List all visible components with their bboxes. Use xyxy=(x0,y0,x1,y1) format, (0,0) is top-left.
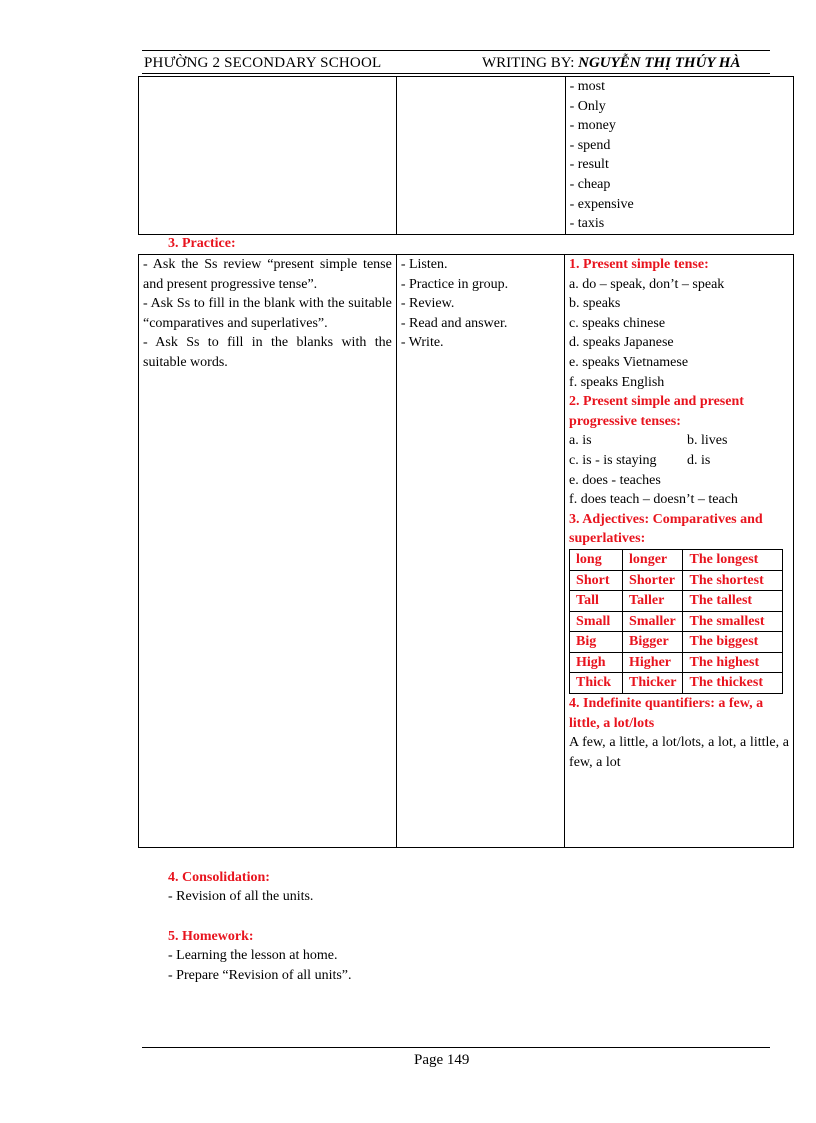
answer-line: a. is xyxy=(569,433,592,449)
teacher-step: - Ask Ss to fill in the blanks with the suitable words. xyxy=(143,335,392,370)
answer-line: f. does teach – doesn’t – teach xyxy=(569,492,738,508)
writer-label: WRITING BY: xyxy=(482,55,575,71)
vocab-item: - Only xyxy=(569,98,606,114)
table-row: Tall Taller The tallest xyxy=(570,591,783,612)
answer-line: e. speaks Vietnamese xyxy=(569,354,689,370)
student-step: - Write. xyxy=(400,335,444,351)
vocab-item: - cheap xyxy=(569,176,611,192)
vocab-item: - money xyxy=(569,118,616,134)
teacher-step: - Ask Ss to fill in the blank with the suitable “comparatives and superlatives”. xyxy=(143,296,392,331)
homework-item: - Prepare “Revision of all units”. xyxy=(168,968,352,983)
page-number: Page 149 xyxy=(414,1052,470,1068)
top-content-cell xyxy=(565,77,793,235)
vocab-item: - spend xyxy=(569,137,611,153)
student-step: - Listen. xyxy=(400,257,448,272)
answer-line: f. speaks English xyxy=(569,374,665,390)
vocab-item: - expensive xyxy=(569,196,634,212)
table-row: long longer The longest xyxy=(570,549,783,570)
section-title: 4. Indefinite quantifiers: a few, a little, a lot/lots xyxy=(569,696,764,731)
writer-name: NGUYỄN THỊ THÚY HÀ xyxy=(578,55,741,71)
consolidation-text: - Revision of all the units. xyxy=(168,889,314,904)
vocab-item: - most xyxy=(569,79,605,94)
student-activities xyxy=(396,255,564,848)
section-title: 3. Adjectives: Comparatives and superlatives: xyxy=(569,511,763,547)
practice-table xyxy=(138,254,794,848)
answer-line: d. speaks Japanese xyxy=(569,335,674,351)
section-title: 2. Present simple and present progressive tenses: xyxy=(569,394,744,429)
author xyxy=(482,55,740,72)
section-title: 1. Present simple tense: xyxy=(569,257,709,272)
answer-line: c. is - is staying xyxy=(569,452,657,468)
practice-heading: 3. Practice: xyxy=(168,236,236,251)
top-table xyxy=(138,76,794,235)
table-row: Big Bigger The biggest xyxy=(570,632,783,653)
vocab-item: - taxis xyxy=(569,216,605,232)
answer-line: c. speaks chinese xyxy=(569,315,666,331)
homework-heading: 5. Homework: xyxy=(168,929,254,944)
table-row: Small Smaller The smallest xyxy=(570,611,783,632)
homework-item: - Learning the lesson at home. xyxy=(168,948,338,963)
top-teacher-cell xyxy=(139,77,397,235)
footer-divider xyxy=(142,1047,770,1048)
table-row: Thick Thicker The thickest xyxy=(570,673,783,694)
answer-line: a. do – speak, don’t – speak xyxy=(569,276,725,292)
table-row: High Higher The highest xyxy=(570,652,783,673)
answer-line: e. does - teaches xyxy=(569,472,661,488)
page-header xyxy=(142,50,770,74)
vocab-item: - result xyxy=(569,157,609,173)
school-name: PHƯỜNG 2 SECONDARY SCHOOL xyxy=(144,55,382,71)
answer-content xyxy=(565,255,794,848)
student-step: - Review. xyxy=(400,296,455,312)
table-row: Short Shorter The shortest xyxy=(570,570,783,591)
answer-line: A few, a little, a lot/lots, a lot, a little, a few, a lot xyxy=(569,735,789,770)
answer-pair xyxy=(569,431,789,451)
student-step: - Read and answer. xyxy=(400,315,508,331)
answer-pair xyxy=(569,451,789,471)
student-step: - Practice in group. xyxy=(400,276,509,292)
answer-line: d. is xyxy=(687,452,711,468)
top-student-cell xyxy=(397,77,565,235)
answer-line: b. lives xyxy=(687,433,728,449)
teacher-step: - Ask the Ss review “present simple tense and present progressive tense”. xyxy=(143,257,392,292)
answer-line: b. speaks xyxy=(569,296,621,312)
consolidation-heading: 4. Consolidation: xyxy=(168,870,270,885)
adjective-table xyxy=(569,549,783,694)
teacher-activities xyxy=(139,255,397,848)
